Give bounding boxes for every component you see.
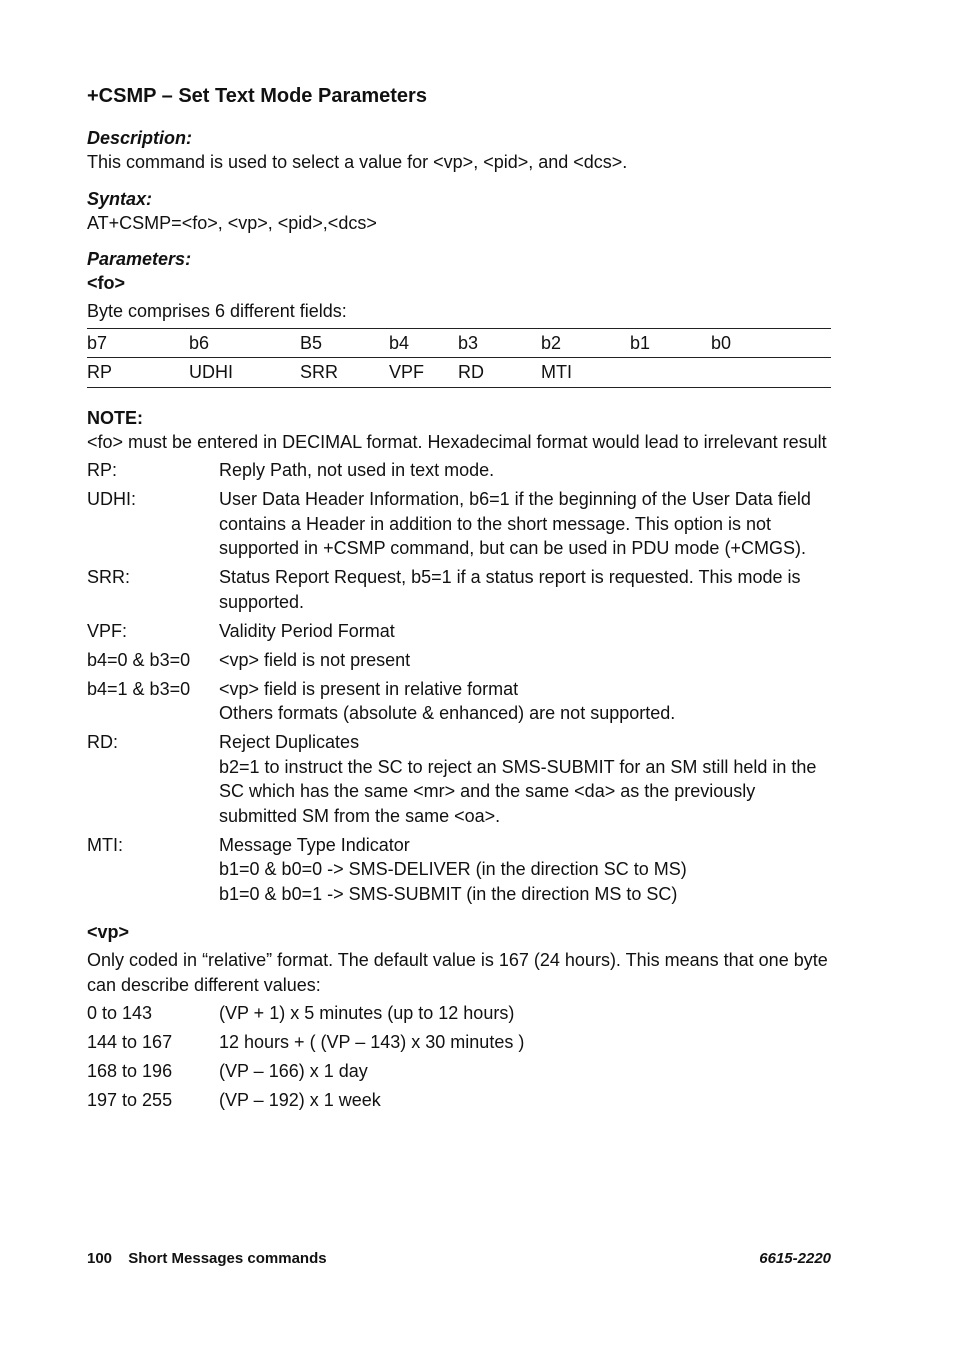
table-cell: UDHI (189, 362, 233, 382)
table-cell: b6 (189, 332, 210, 353)
definition-value: Reply Path, not used in text mode. (219, 460, 495, 480)
description-text: This command is used to select a value for <vp>, <pid>, and <dcs>. (87, 152, 628, 172)
table-cell: VPF (389, 362, 425, 382)
document-page (87, 82, 831, 1117)
definition-value: <vp> field is not present (219, 649, 411, 670)
syntax-text: AT+CSMP=<fo>, <vp>, <pid>,<dcs> (87, 212, 377, 233)
vp-range-row (87, 1088, 831, 1113)
fo-intro: Byte comprises 6 different fields: (87, 301, 347, 321)
definition-rp (87, 458, 831, 483)
vp-range-value: 12 hours + ( (VP – 143) x 30 minutes ) (219, 1032, 525, 1052)
syntax-heading: Syntax: (87, 188, 153, 209)
definition-udhi (87, 487, 831, 561)
description-heading: Description: (87, 128, 193, 148)
definition-key: b4=0 & b3=0 (87, 649, 191, 670)
table-cell: b7 (87, 332, 108, 353)
table-header-row (87, 328, 831, 358)
definition-value: Reject Duplicates (219, 732, 360, 752)
definition-srr (87, 565, 831, 614)
vp-heading: <vp> (87, 922, 130, 942)
vp-range-row (87, 1030, 831, 1055)
definition-vpf-not-present (87, 648, 831, 673)
vp-intro: Only coded in “relative” format. The default value is 167 (24 hours). This means that one byte can describe different values: (87, 950, 828, 995)
table-cell: SRR (300, 362, 339, 382)
table-cell: b0 (711, 332, 732, 353)
vp-range-value: (VP – 166) x 1 day (219, 1061, 368, 1081)
footer-doc-id: 6615-2220 (759, 1250, 831, 1267)
table-cell: MTI (541, 362, 572, 382)
definition-key: b4=1 & b3=0 (87, 678, 191, 699)
definition-value: <vp> field is present in relative format (219, 678, 519, 699)
table-cell: RD (458, 362, 484, 382)
definition-value: User Data Header Information, b6=1 if the beginning of the User Data field contains a Header in addition to the short message. This option is not supported in +CSMP command, but can be used in PDU mode (+CMGS). (219, 489, 811, 558)
definition-key: UDHI: (87, 489, 136, 509)
page-number: 100 (87, 1250, 113, 1267)
definition-value: Others formats (absolute & enhanced) are not supported. (219, 703, 676, 723)
definition-value: b1=0 & b0=1 -> SMS-SUBMIT (in the direction MS to SC) (219, 883, 678, 904)
definition-value: b2=1 to instruct the SC to reject an SMS-SUBMIT for an SM still held in the SC which has the same <mr> and the same <da> as the previously submitted SM from the same <oa>. (219, 756, 817, 826)
page-title: +CSMP – Set Text Mode Parameters (87, 85, 427, 107)
table-cell (711, 358, 831, 388)
vp-range-list (87, 1001, 831, 1113)
vp-range-key: 197 to 255 (87, 1090, 173, 1110)
note-text: <fo> must be entered in DECIMAL format. Hexadecimal format would lead to irrelevant result (87, 431, 827, 452)
page-footer (87, 1250, 831, 1267)
vp-range-row (87, 1001, 831, 1026)
table-cell: b3 (458, 332, 479, 353)
vp-range-value: (VP + 1) x 5 minutes (up to 12 hours) (219, 1003, 515, 1023)
definition-mti (87, 833, 831, 907)
table-cell (630, 358, 711, 388)
definition-key: RD: (87, 732, 118, 752)
vp-range-value: (VP – 192) x 1 week (219, 1090, 381, 1110)
vp-range-key: 144 to 167 (87, 1032, 173, 1052)
table-row (87, 358, 831, 388)
definition-value: Validity Period Format (219, 620, 395, 641)
table-cell: B5 (300, 332, 323, 353)
parameters-heading: Parameters: (87, 249, 192, 269)
fo-bit-table (87, 328, 831, 388)
footer-section: Short Messages commands (128, 1250, 327, 1267)
vp-range-key: 0 to 143 (87, 1003, 153, 1023)
definition-value: Message Type Indicator (219, 834, 410, 855)
definition-vpf (87, 619, 831, 644)
vp-range-row (87, 1059, 831, 1084)
definition-value: b1=0 & b0=0 -> SMS-DELIVER (in the direction SC to MS) (219, 859, 687, 879)
table-cell: b4 (389, 332, 410, 353)
table-cell: RP (87, 362, 113, 382)
definition-value: Status Report Request, b5=1 if a status report is requested. This mode is supported. (219, 567, 801, 612)
definition-rd (87, 730, 831, 828)
definition-key: MTI: (87, 834, 123, 855)
vp-range-key: 168 to 196 (87, 1061, 173, 1081)
note-heading: NOTE: (87, 407, 143, 428)
table-cell: b2 (541, 332, 562, 353)
table-cell: b1 (630, 332, 651, 353)
definition-key: RP: (87, 460, 118, 480)
definition-key: VPF: (87, 620, 128, 641)
definition-vpf-relative (87, 677, 831, 726)
definition-list (87, 458, 831, 906)
fo-heading: <fo> (87, 273, 126, 293)
definition-key: SRR: (87, 567, 131, 587)
